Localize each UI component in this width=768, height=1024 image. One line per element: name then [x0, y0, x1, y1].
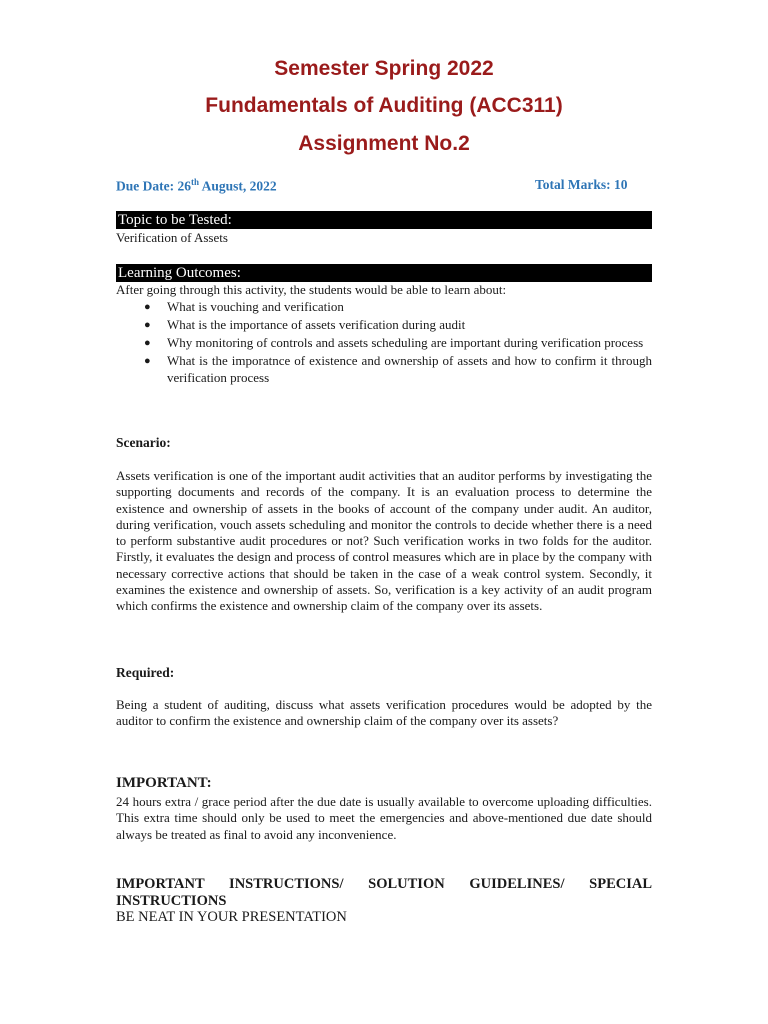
topic-heading-bar: Topic to be Tested:	[116, 211, 652, 229]
list-item	[116, 299, 652, 316]
scenario-text: Assets verification is one of the important audit activities that an auditor performs by investigating the supporting documents and records of the company. It is an evaluation process to determine the existence and ownership of assets in the books of account of the company under audit. An auditor, during verification, vouch assets scheduling and monitor the controls to decide whether there is a need to perform substantive audit procedures or not? Such verification works in two folds for the auditor. Firstly, it evaluates the design and process of control measures which are in place by the company with necessary corrective actions that should be taken in the case of a weak control system. Secondly, it examines the existence and ownership of assets. So, verification is a key activity of an audit program which confirms the existence and ownership claim of the company over its assets.	[116, 468, 652, 614]
list-item-text: Why monitoring of controls and assets scheduling are important during verification process	[167, 335, 644, 350]
bullet-icon: ●	[144, 301, 151, 313]
list-item-text: What is vouching and verification	[167, 299, 344, 314]
list-item	[116, 335, 652, 352]
topic-value: Verification of Assets	[116, 230, 228, 245]
required-text: Being a student of auditing, discuss what assets verification procedures would be adopted by the auditor to confirm the existence and ownership claim of the company over its assets?	[116, 697, 652, 729]
bullet-icon: ●	[144, 337, 151, 349]
semester-title: Semester Spring 2022	[274, 57, 494, 80]
learning-outcomes-intro: After going through this activity, the students would be able to learn about:	[116, 282, 507, 297]
learning-outcomes-heading-bar: Learning Outcomes:	[116, 264, 652, 282]
list-item	[116, 317, 652, 334]
due-date-rest: August, 2022	[199, 178, 277, 194]
list-item-text: What is the importance of assets verification during audit	[167, 317, 466, 332]
learning-outcomes-list	[116, 299, 652, 388]
bullet-icon: ●	[144, 355, 151, 367]
assignment-title: Assignment No.2	[298, 132, 470, 155]
important-heading: IMPORTANT:	[116, 775, 212, 791]
total-marks: Total Marks: 10	[535, 177, 628, 192]
due-date	[116, 177, 277, 195]
course-title: Fundamentals of Auditing (ACC311)	[205, 94, 563, 117]
required-heading: Required:	[116, 665, 175, 680]
instructions-text: BE NEAT IN YOUR PRESENTATION	[116, 909, 347, 925]
bullet-icon: ●	[144, 319, 151, 331]
important-text: 24 hours extra / grace period after the due date is usually available to overcome uploading difficulties. This extra time should only be used to meet the emergencies and above-mentioned due date should always be treated as final to avoid any inconvenience.	[116, 794, 652, 842]
list-item	[116, 353, 652, 386]
due-date-suffix: th	[190, 177, 199, 187]
scenario-heading: Scenario:	[116, 435, 171, 450]
list-item-text: What is the imporatnce of existence and ownership of assets and how to confirm it through verification process	[167, 353, 652, 385]
due-date-label: Due Date: 26	[116, 178, 191, 194]
instructions-heading: IMPORTANT INSTRUCTIONS/ SOLUTION GUIDELINES/ SPECIAL INSTRUCTIONS	[116, 876, 652, 909]
